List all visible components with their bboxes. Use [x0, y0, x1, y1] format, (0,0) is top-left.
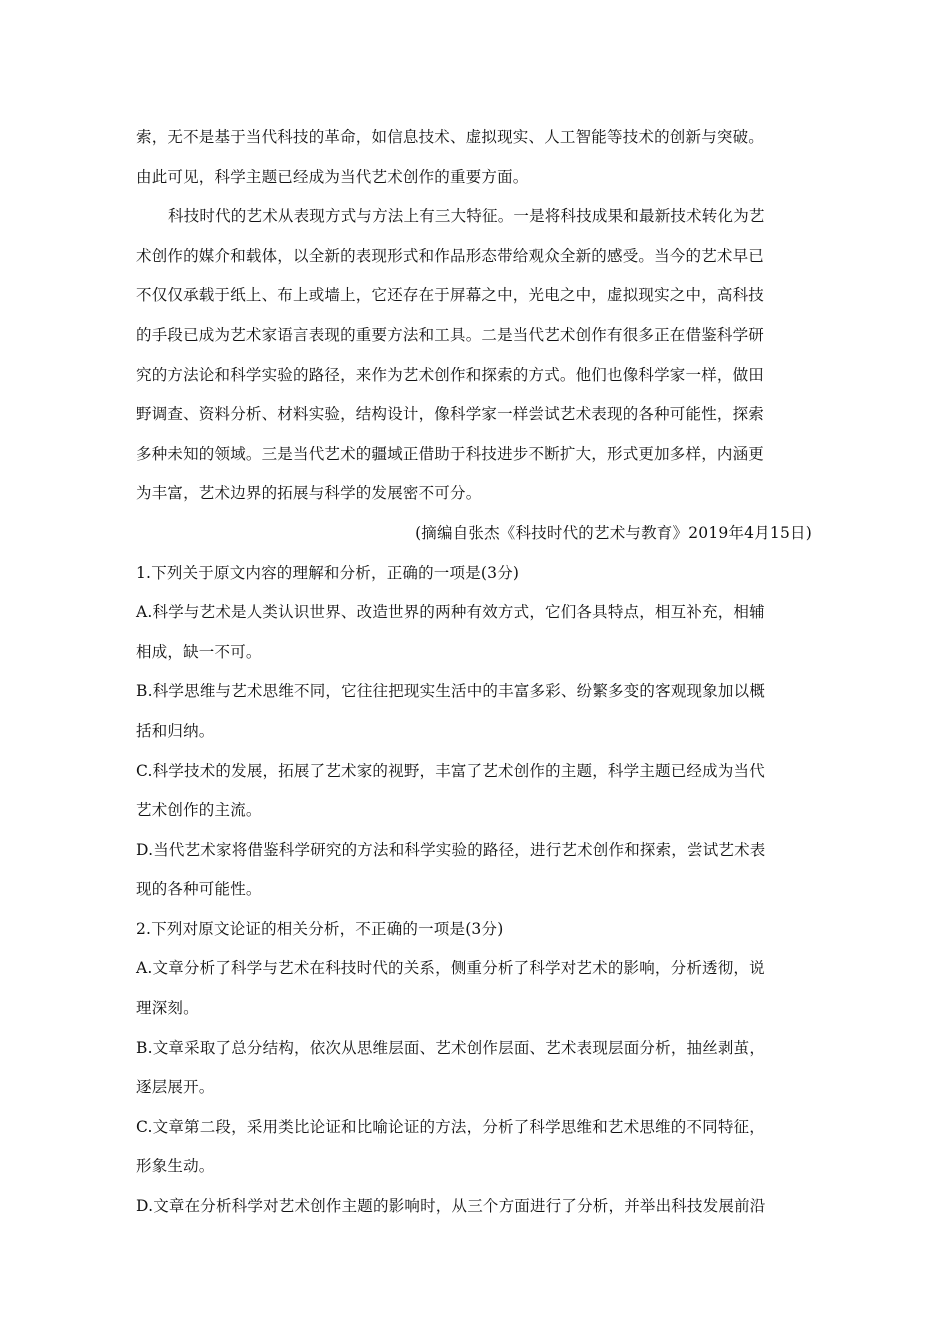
- question-stem: 1.下列关于原文内容的理解和分析，正确的一项是(3分): [136, 563, 520, 582]
- exam-page: [136, 118, 816, 1227]
- passage-line: 不仅仅承载于纸上、布上或墙上，它还存在于屏幕之中，光电之中，虚拟现实之中，高科技: [136, 286, 765, 305]
- option-line: 艺术创作的主流。: [136, 801, 262, 820]
- option-line: 逐层展开。: [136, 1078, 215, 1097]
- passage-line: 的手段已成为艺术家语言表现的重要方法和工具。二是当代艺术创作有很多正在借鉴科学研: [136, 325, 765, 344]
- option-line: B.科学思维与艺术思维不同，它往往把现实生活中的丰富多彩、纷繁多变的客观现象加以概: [136, 682, 766, 701]
- option-d: [136, 1187, 816, 1227]
- option-line: 形象生动。: [136, 1157, 215, 1176]
- option-line: D.文章在分析科学对艺术创作主题的影响时，从三个方面进行了分析，并举出科技发展前沿: [136, 1197, 766, 1216]
- option-b: [136, 1029, 816, 1108]
- passage-line: 科技时代的艺术从表现方式与方法上有三大特征。一是将科技成果和最新技术转化为艺: [168, 207, 765, 226]
- option-line: C.科学技术的发展，拓展了艺术家的视野，丰富了艺术创作的主题，科学主题已经成为当代: [136, 761, 765, 780]
- option-a: [136, 949, 816, 1028]
- passage-line: 究的方法论和科学实验的路径，来作为艺术创作和探索的方式。他们也像科学家一样，做田: [136, 365, 765, 384]
- passage: [136, 118, 816, 554]
- option-c: [136, 1108, 816, 1187]
- option-line: 理深刻。: [136, 999, 199, 1018]
- option-line: A.文章分析了科学与艺术在科技时代的关系，侧重分析了科学对艺术的影响，分析透彻，说: [136, 959, 765, 978]
- option-line: 括和归纳。: [136, 721, 215, 740]
- question-stem: 2.下列对原文论证的相关分析，不正确的一项是(3分): [136, 919, 504, 938]
- passage-line: 多种未知的领域。三是当代艺术的疆域正借助于科技进步不断扩大，形式更加多样，内涵更: [136, 444, 765, 463]
- passage-line: 为丰富，艺术边界的拓展与科学的发展密不可分。: [136, 484, 482, 503]
- source-citation: (摘编自张杰《科技时代的艺术与教育》2019年4月15日): [415, 523, 812, 542]
- option-d: [136, 831, 816, 910]
- passage-line: 索，无不是基于当代科技的革命，如信息技术、虚拟现实、人工智能等技术的创新与突破。: [136, 128, 765, 146]
- option-b: [136, 672, 816, 751]
- question-2: [136, 910, 816, 1227]
- option-line: C.文章第二段，采用类比论证和比喻论证的方法，分析了科学思维和艺术思维的不同特征，: [136, 1117, 765, 1136]
- option-c: [136, 752, 816, 831]
- passage-line: 由此可见，科学主题已经成为当代艺术创作的重要方面。: [136, 167, 529, 186]
- option-a: [136, 593, 816, 672]
- option-line: 相成，缺一不可。: [136, 642, 262, 661]
- option-line: A.科学与艺术是人类认识世界、改造世界的两种有效方式，它们各具特点，相互补充，相辅: [136, 603, 765, 622]
- passage-line: 术创作的媒介和载体，以全新的表现形式和作品形态带给观众全新的感受。当今的艺术早已: [136, 246, 765, 265]
- option-line: 现的各种可能性。: [136, 880, 262, 899]
- option-line: B.文章采取了总分结构，依次从思维层面、艺术创作层面、艺术表现层面分析，抽丝剥茧，: [136, 1038, 766, 1057]
- option-line: D.当代艺术家将借鉴科学研究的方法和科学实验的路径，进行艺术创作和探索，尝试艺术表: [136, 840, 766, 859]
- passage-line: 野调查、资料分析、材料实验，结构设计，像科学家一样尝试艺术表现的各种可能性，探索: [136, 405, 765, 424]
- question-1: [136, 554, 816, 910]
